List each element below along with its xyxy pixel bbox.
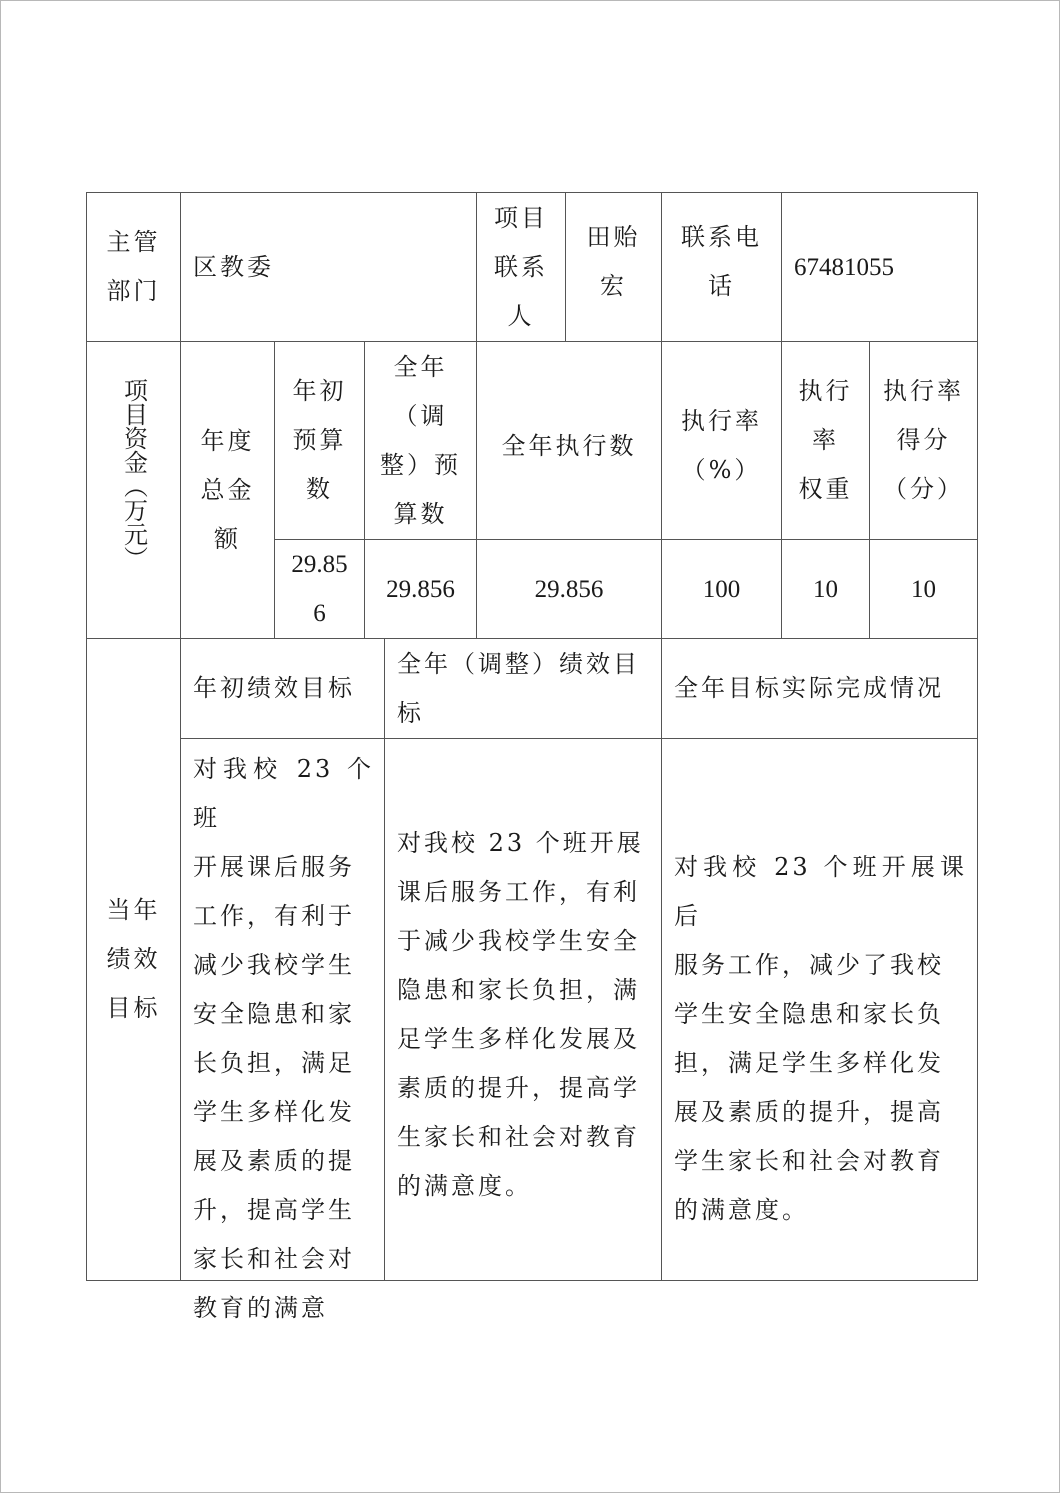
goals-section-cell	[86, 638, 181, 1281]
dept-value-cell	[180, 192, 477, 342]
phone-label-line2: 话	[708, 272, 735, 300]
goals-initial-line: 学生多样化发	[193, 1098, 355, 1126]
funds-executed-header: 全年执行数	[501, 432, 637, 460]
funds-adjusted-value-cell	[364, 539, 477, 639]
funds-executed-header-cell	[476, 341, 662, 540]
contact-label-line2: 联系	[494, 252, 548, 281]
dept-label-line1: 主管	[106, 228, 161, 256]
funds-weight-value-cell	[781, 539, 870, 639]
goals-adjusted-line: 课后服务工作，有利	[397, 878, 640, 906]
goals-initial-header-cell	[180, 638, 385, 739]
goals-initial-line: 长负担，满足	[193, 1049, 355, 1077]
funds-weight-header-cell	[781, 341, 870, 540]
goals-section-line2: 绩效	[106, 945, 161, 973]
phone-label-cell	[661, 192, 782, 342]
funds-adjusted-header-line3: 整）预	[380, 450, 461, 479]
funds-executed-value-cell	[476, 539, 662, 639]
funds-score-header-line2: 得分	[896, 426, 951, 454]
contact-name-line2: 宏	[600, 272, 627, 300]
funds-adjusted-header-line1: 全年	[393, 352, 448, 381]
goals-actual-line: 学生家长和社会对教育	[674, 1147, 944, 1175]
funds-adjusted-header-line2: （调	[393, 401, 448, 430]
goals-section-line1: 当年	[106, 896, 161, 924]
funds-initial-header-line1: 年初	[292, 377, 347, 405]
dept-label-cell	[86, 192, 181, 342]
funds-initial-value-line2: 6	[313, 600, 326, 627]
goals-actual-text	[662, 843, 977, 1235]
funds-section-label: 项目资金（万元）	[119, 378, 148, 570]
goals-adjusted-line: 足学生多样化发展及	[397, 1025, 640, 1053]
goals-initial-line: 工作，有利于	[193, 902, 355, 930]
funds-executed-value: 29.856	[534, 575, 604, 603]
funds-initial-header-line2: 预算	[292, 426, 347, 454]
phone-value-cell	[781, 192, 978, 342]
goals-actual-text-cell	[661, 738, 978, 1281]
goals-adjusted-line: 于减少我校学生安全	[397, 927, 640, 955]
goals-initial-line: 教育的满意	[193, 1294, 328, 1322]
funds-rate-value-cell	[661, 539, 782, 639]
goals-actual-header-cell	[661, 638, 978, 739]
funds-rate-header-line1: 执行率	[681, 407, 762, 435]
funds-rate-header-cell	[661, 341, 782, 540]
goals-actual-header: 全年目标实际完成情况	[674, 674, 944, 702]
funds-total-header-line1: 年度	[200, 426, 255, 455]
funds-initial-header-line3: 数	[306, 475, 333, 503]
goals-initial-text-cell	[180, 738, 385, 1322]
contact-label-line1: 项目	[494, 203, 548, 232]
funds-section-cell	[86, 341, 181, 639]
goals-adjusted-line: 素质的提升，提高学	[397, 1074, 640, 1102]
goals-initial-line: 升，提高学生	[193, 1196, 355, 1224]
goals-actual-line: 展及素质的提升，提高	[674, 1098, 944, 1126]
goals-initial-line: 对我校 23 个班	[193, 755, 374, 832]
goals-initial-line: 家长和社会对	[193, 1245, 355, 1273]
phone-value: 67481055	[794, 253, 894, 281]
contact-label-cell	[476, 192, 566, 342]
contact-name-cell	[565, 192, 662, 342]
goals-adjusted-line: 隐患和家长负担，满	[397, 976, 640, 1004]
dept-label-line2: 部门	[106, 277, 161, 305]
goals-initial-line: 展及素质的提	[193, 1147, 355, 1175]
funds-weight-header-line2: 率	[812, 426, 839, 454]
goals-adjusted-header-cell	[384, 638, 662, 739]
goals-actual-line: 对我校 23 个班开展课后	[674, 853, 967, 930]
goals-actual-line: 学生安全隐患和家长负	[674, 1000, 944, 1028]
funds-total-header-line3: 额	[214, 524, 241, 553]
funds-weight-header-line1: 执行	[798, 377, 853, 405]
goals-initial-line: 减少我校学生	[193, 951, 355, 979]
goals-actual-line: 的满意度。	[674, 1196, 809, 1224]
funds-rate-header-line2: （%）	[681, 456, 762, 484]
goals-initial-header: 年初绩效目标	[193, 674, 355, 702]
goals-initial-line: 安全隐患和家	[193, 1000, 355, 1028]
contact-name-line1: 田贻	[586, 223, 641, 251]
funds-initial-value-cell	[274, 539, 365, 639]
funds-score-header-line3: （分）	[883, 475, 964, 503]
funds-adjusted-header-line4: 算数	[393, 499, 448, 528]
goals-section-line3: 目标	[106, 994, 161, 1022]
funds-total-header-line2: 总金	[200, 475, 255, 504]
funds-score-header-line1: 执行率	[883, 377, 964, 405]
funds-adjusted-header-cell	[364, 341, 477, 540]
funds-weight-header-line3: 权重	[798, 475, 853, 503]
goals-adjusted-text-cell	[384, 738, 662, 1281]
goals-initial-line: 开展课后服务	[193, 853, 355, 881]
goals-actual-line: 服务工作，减少了我校	[674, 951, 944, 979]
contact-label-line3: 人	[507, 301, 535, 330]
funds-score-value-cell	[869, 539, 978, 639]
funds-adjusted-value: 29.856	[386, 575, 455, 603]
goals-actual-line: 担，满足学生多样化发	[674, 1049, 944, 1077]
funds-score-value: 10	[911, 575, 936, 603]
phone-label-line1: 联系电	[681, 223, 762, 251]
goals-adjusted-text	[385, 819, 661, 1211]
goals-adjusted-header-line1: 全年（调整）绩效目	[397, 649, 640, 678]
goals-adjusted-line: 对我校 23 个班开展	[397, 829, 644, 857]
funds-total-header-cell	[180, 341, 275, 639]
funds-initial-header-cell	[274, 341, 365, 540]
funds-weight-value: 10	[813, 575, 838, 603]
goals-initial-text	[181, 745, 384, 1333]
funds-initial-value-line1: 29.85	[291, 551, 348, 578]
funds-rate-value: 100	[702, 575, 741, 603]
goals-adjusted-header-line2: 标	[397, 698, 424, 727]
goals-adjusted-line: 生家长和社会对教育	[397, 1123, 640, 1151]
funds-score-header-cell	[869, 341, 978, 540]
goals-adjusted-line: 的满意度。	[397, 1172, 532, 1200]
dept-value: 区教委	[193, 252, 274, 281]
